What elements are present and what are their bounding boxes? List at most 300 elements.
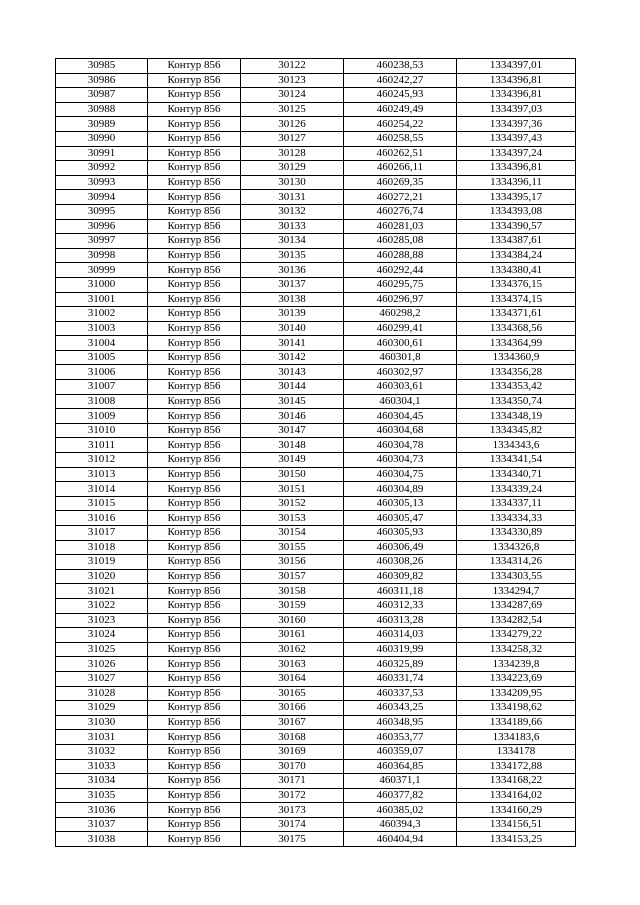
vertex-number-cell: 30143 <box>241 365 344 380</box>
table-row <box>56 715 576 730</box>
y-coordinate-cell: 1334340,71 <box>457 467 576 482</box>
vertex-number-cell: 30170 <box>241 759 344 774</box>
contour-name-cell: Контур 856 <box>148 730 241 745</box>
x-coordinate-cell: 460281,03 <box>344 219 457 234</box>
point-number-cell: 31019 <box>56 555 148 570</box>
point-number-cell: 31031 <box>56 730 148 745</box>
x-coordinate-cell: 460304,45 <box>344 409 457 424</box>
table-row <box>56 350 576 365</box>
y-coordinate-cell: 1334376,15 <box>457 277 576 292</box>
x-coordinate-cell: 460238,53 <box>344 59 457 74</box>
table-row <box>56 146 576 161</box>
y-coordinate-cell: 1334353,42 <box>457 380 576 395</box>
contour-name-cell: Контур 856 <box>148 832 241 847</box>
y-coordinate-cell: 1334396,81 <box>457 88 576 103</box>
contour-name-cell: Контур 856 <box>148 817 241 832</box>
x-coordinate-cell: 460302,97 <box>344 365 457 380</box>
contour-name-cell: Контур 856 <box>148 365 241 380</box>
point-number-cell: 31013 <box>56 467 148 482</box>
vertex-number-cell: 30150 <box>241 467 344 482</box>
y-coordinate-cell: 1334397,24 <box>457 146 576 161</box>
table-row <box>56 657 576 672</box>
vertex-number-cell: 30161 <box>241 628 344 643</box>
contour-name-cell: Контур 856 <box>148 423 241 438</box>
x-coordinate-cell: 460254,22 <box>344 117 457 132</box>
x-coordinate-cell: 460262,51 <box>344 146 457 161</box>
table-row <box>56 598 576 613</box>
table-row <box>56 467 576 482</box>
point-number-cell: 31022 <box>56 598 148 613</box>
vertex-number-cell: 30155 <box>241 540 344 555</box>
x-coordinate-cell: 460292,44 <box>344 263 457 278</box>
vertex-number-cell: 30147 <box>241 423 344 438</box>
y-coordinate-cell: 1334326,8 <box>457 540 576 555</box>
vertex-number-cell: 30122 <box>241 59 344 74</box>
coordinates-table <box>55 58 576 847</box>
y-coordinate-cell: 1334189,66 <box>457 715 576 730</box>
table-row <box>56 832 576 847</box>
contour-name-cell: Контур 856 <box>148 803 241 818</box>
y-coordinate-cell: 1334396,11 <box>457 175 576 190</box>
table-row <box>56 102 576 117</box>
contour-name-cell: Контур 856 <box>148 59 241 74</box>
table-row <box>56 409 576 424</box>
vertex-number-cell: 30135 <box>241 248 344 263</box>
vertex-number-cell: 30145 <box>241 394 344 409</box>
table-row <box>56 526 576 541</box>
contour-name-cell: Контур 856 <box>148 759 241 774</box>
point-number-cell: 30994 <box>56 190 148 205</box>
x-coordinate-cell: 460343,25 <box>344 701 457 716</box>
vertex-number-cell: 30171 <box>241 774 344 789</box>
y-coordinate-cell: 1334390,57 <box>457 219 576 234</box>
x-coordinate-cell: 460305,47 <box>344 511 457 526</box>
point-number-cell: 31016 <box>56 511 148 526</box>
y-coordinate-cell: 1334334,33 <box>457 511 576 526</box>
contour-name-cell: Контур 856 <box>148 540 241 555</box>
table-row <box>56 321 576 336</box>
table-row <box>56 190 576 205</box>
x-coordinate-cell: 460385,02 <box>344 803 457 818</box>
x-coordinate-cell: 460313,28 <box>344 613 457 628</box>
point-number-cell: 31005 <box>56 350 148 365</box>
table-row <box>56 453 576 468</box>
vertex-number-cell: 30126 <box>241 117 344 132</box>
table-row <box>56 555 576 570</box>
y-coordinate-cell: 1334294,7 <box>457 584 576 599</box>
contour-name-cell: Контур 856 <box>148 292 241 307</box>
x-coordinate-cell: 460266,11 <box>344 161 457 176</box>
table-row <box>56 671 576 686</box>
x-coordinate-cell: 460300,61 <box>344 336 457 351</box>
coordinates-table-body <box>56 59 576 847</box>
contour-name-cell: Контур 856 <box>148 438 241 453</box>
contour-name-cell: Контур 856 <box>148 234 241 249</box>
point-number-cell: 30985 <box>56 59 148 74</box>
vertex-number-cell: 30133 <box>241 219 344 234</box>
y-coordinate-cell: 1334287,69 <box>457 598 576 613</box>
x-coordinate-cell: 460258,55 <box>344 131 457 146</box>
x-coordinate-cell: 460272,21 <box>344 190 457 205</box>
vertex-number-cell: 30146 <box>241 409 344 424</box>
x-coordinate-cell: 460298,2 <box>344 307 457 322</box>
vertex-number-cell: 30138 <box>241 292 344 307</box>
y-coordinate-cell: 1334350,74 <box>457 394 576 409</box>
contour-name-cell: Контур 856 <box>148 613 241 628</box>
contour-name-cell: Контур 856 <box>148 277 241 292</box>
table-row <box>56 803 576 818</box>
table-row <box>56 788 576 803</box>
point-number-cell: 31017 <box>56 526 148 541</box>
y-coordinate-cell: 1334345,82 <box>457 423 576 438</box>
point-number-cell: 31012 <box>56 453 148 468</box>
x-coordinate-cell: 460348,95 <box>344 715 457 730</box>
y-coordinate-cell: 1334178 <box>457 744 576 759</box>
vertex-number-cell: 30174 <box>241 817 344 832</box>
point-number-cell: 31026 <box>56 657 148 672</box>
x-coordinate-cell: 460359,07 <box>344 744 457 759</box>
y-coordinate-cell: 1334209,95 <box>457 686 576 701</box>
x-coordinate-cell: 460331,74 <box>344 671 457 686</box>
vertex-number-cell: 30125 <box>241 102 344 117</box>
contour-name-cell: Контур 856 <box>148 263 241 278</box>
point-number-cell: 30996 <box>56 219 148 234</box>
point-number-cell: 31015 <box>56 496 148 511</box>
vertex-number-cell: 30167 <box>241 715 344 730</box>
point-number-cell: 30990 <box>56 131 148 146</box>
x-coordinate-cell: 460242,27 <box>344 73 457 88</box>
x-coordinate-cell: 460276,74 <box>344 204 457 219</box>
x-coordinate-cell: 460337,53 <box>344 686 457 701</box>
table-row <box>56 701 576 716</box>
contour-name-cell: Контур 856 <box>148 336 241 351</box>
point-number-cell: 31024 <box>56 628 148 643</box>
y-coordinate-cell: 1334360,9 <box>457 350 576 365</box>
table-row <box>56 482 576 497</box>
table-row <box>56 511 576 526</box>
x-coordinate-cell: 460312,33 <box>344 598 457 613</box>
vertex-number-cell: 30162 <box>241 642 344 657</box>
point-number-cell: 31002 <box>56 307 148 322</box>
x-coordinate-cell: 460377,82 <box>344 788 457 803</box>
point-number-cell: 31003 <box>56 321 148 336</box>
table-row <box>56 307 576 322</box>
contour-name-cell: Контур 856 <box>148 380 241 395</box>
y-coordinate-cell: 1334239,8 <box>457 657 576 672</box>
vertex-number-cell: 30123 <box>241 73 344 88</box>
point-number-cell: 30999 <box>56 263 148 278</box>
y-coordinate-cell: 1334337,11 <box>457 496 576 511</box>
vertex-number-cell: 30141 <box>241 336 344 351</box>
contour-name-cell: Контур 856 <box>148 73 241 88</box>
y-coordinate-cell: 1334368,56 <box>457 321 576 336</box>
vertex-number-cell: 30124 <box>241 88 344 103</box>
y-coordinate-cell: 1334343,6 <box>457 438 576 453</box>
table-row <box>56 175 576 190</box>
y-coordinate-cell: 1334156,51 <box>457 817 576 832</box>
x-coordinate-cell: 460304,78 <box>344 438 457 453</box>
table-row <box>56 277 576 292</box>
x-coordinate-cell: 460245,93 <box>344 88 457 103</box>
point-number-cell: 31014 <box>56 482 148 497</box>
y-coordinate-cell: 1334395,17 <box>457 190 576 205</box>
contour-name-cell: Контур 856 <box>148 102 241 117</box>
y-coordinate-cell: 1334393,08 <box>457 204 576 219</box>
vertex-number-cell: 30164 <box>241 671 344 686</box>
contour-name-cell: Контур 856 <box>148 307 241 322</box>
y-coordinate-cell: 1334172,88 <box>457 759 576 774</box>
y-coordinate-cell: 1334160,29 <box>457 803 576 818</box>
table-row <box>56 613 576 628</box>
vertex-number-cell: 30148 <box>241 438 344 453</box>
vertex-number-cell: 30128 <box>241 146 344 161</box>
vertex-number-cell: 30165 <box>241 686 344 701</box>
point-number-cell: 31033 <box>56 759 148 774</box>
table-row <box>56 204 576 219</box>
y-coordinate-cell: 1334384,24 <box>457 248 576 263</box>
y-coordinate-cell: 1334397,03 <box>457 102 576 117</box>
point-number-cell: 30988 <box>56 102 148 117</box>
vertex-number-cell: 30142 <box>241 350 344 365</box>
x-coordinate-cell: 460299,41 <box>344 321 457 336</box>
y-coordinate-cell: 1334396,81 <box>457 73 576 88</box>
contour-name-cell: Контур 856 <box>148 190 241 205</box>
contour-name-cell: Контур 856 <box>148 248 241 263</box>
x-coordinate-cell: 460309,82 <box>344 569 457 584</box>
x-coordinate-cell: 460304,89 <box>344 482 457 497</box>
vertex-number-cell: 30140 <box>241 321 344 336</box>
vertex-number-cell: 30144 <box>241 380 344 395</box>
table-row <box>56 744 576 759</box>
point-number-cell: 30992 <box>56 161 148 176</box>
contour-name-cell: Контур 856 <box>148 569 241 584</box>
point-number-cell: 31009 <box>56 409 148 424</box>
contour-name-cell: Контур 856 <box>148 496 241 511</box>
point-number-cell: 31025 <box>56 642 148 657</box>
point-number-cell: 31021 <box>56 584 148 599</box>
y-coordinate-cell: 1334153,25 <box>457 832 576 847</box>
contour-name-cell: Контур 856 <box>148 88 241 103</box>
point-number-cell: 30995 <box>56 204 148 219</box>
table-row <box>56 234 576 249</box>
table-row <box>56 365 576 380</box>
table-row <box>56 584 576 599</box>
y-coordinate-cell: 1334348,19 <box>457 409 576 424</box>
vertex-number-cell: 30136 <box>241 263 344 278</box>
x-coordinate-cell: 460288,88 <box>344 248 457 263</box>
point-number-cell: 31010 <box>56 423 148 438</box>
point-number-cell: 31028 <box>56 686 148 701</box>
vertex-number-cell: 30157 <box>241 569 344 584</box>
contour-name-cell: Контур 856 <box>148 774 241 789</box>
y-coordinate-cell: 1334356,28 <box>457 365 576 380</box>
contour-name-cell: Контур 856 <box>148 671 241 686</box>
y-coordinate-cell: 1334397,36 <box>457 117 576 132</box>
x-coordinate-cell: 460325,89 <box>344 657 457 672</box>
table-row <box>56 438 576 453</box>
vertex-number-cell: 30168 <box>241 730 344 745</box>
contour-name-cell: Контур 856 <box>148 321 241 336</box>
y-coordinate-cell: 1334168,22 <box>457 774 576 789</box>
point-number-cell: 30993 <box>56 175 148 190</box>
y-coordinate-cell: 1334364,99 <box>457 336 576 351</box>
x-coordinate-cell: 460296,97 <box>344 292 457 307</box>
contour-name-cell: Контур 856 <box>148 628 241 643</box>
point-number-cell: 30986 <box>56 73 148 88</box>
point-number-cell: 31023 <box>56 613 148 628</box>
x-coordinate-cell: 460304,75 <box>344 467 457 482</box>
y-coordinate-cell: 1334374,15 <box>457 292 576 307</box>
y-coordinate-cell: 1334396,81 <box>457 161 576 176</box>
y-coordinate-cell: 1334279,22 <box>457 628 576 643</box>
vertex-number-cell: 30156 <box>241 555 344 570</box>
y-coordinate-cell: 1334258,32 <box>457 642 576 657</box>
vertex-number-cell: 30149 <box>241 453 344 468</box>
table-row <box>56 292 576 307</box>
y-coordinate-cell: 1334397,43 <box>457 131 576 146</box>
vertex-number-cell: 30152 <box>241 496 344 511</box>
contour-name-cell: Контур 856 <box>148 598 241 613</box>
contour-name-cell: Контур 856 <box>148 701 241 716</box>
vertex-number-cell: 30160 <box>241 613 344 628</box>
contour-name-cell: Контур 856 <box>148 161 241 176</box>
table-row <box>56 774 576 789</box>
vertex-number-cell: 30134 <box>241 234 344 249</box>
table-row <box>56 730 576 745</box>
contour-name-cell: Контур 856 <box>148 117 241 132</box>
point-number-cell: 31004 <box>56 336 148 351</box>
contour-name-cell: Контур 856 <box>148 584 241 599</box>
point-number-cell: 30987 <box>56 88 148 103</box>
y-coordinate-cell: 1334314,26 <box>457 555 576 570</box>
contour-name-cell: Контур 856 <box>148 657 241 672</box>
table-row <box>56 394 576 409</box>
table-row <box>56 642 576 657</box>
vertex-number-cell: 30127 <box>241 131 344 146</box>
point-number-cell: 31011 <box>56 438 148 453</box>
vertex-number-cell: 30151 <box>241 482 344 497</box>
vertex-number-cell: 30172 <box>241 788 344 803</box>
table-row <box>56 540 576 555</box>
point-number-cell: 31030 <box>56 715 148 730</box>
contour-name-cell: Контур 856 <box>148 131 241 146</box>
point-number-cell: 30998 <box>56 248 148 263</box>
contour-name-cell: Контур 856 <box>148 219 241 234</box>
x-coordinate-cell: 460308,26 <box>344 555 457 570</box>
contour-name-cell: Контур 856 <box>148 453 241 468</box>
table-row <box>56 817 576 832</box>
vertex-number-cell: 30130 <box>241 175 344 190</box>
y-coordinate-cell: 1334198,62 <box>457 701 576 716</box>
vertex-number-cell: 30166 <box>241 701 344 716</box>
x-coordinate-cell: 460249,49 <box>344 102 457 117</box>
x-coordinate-cell: 460285,08 <box>344 234 457 249</box>
contour-name-cell: Контур 856 <box>148 744 241 759</box>
x-coordinate-cell: 460301,8 <box>344 350 457 365</box>
vertex-number-cell: 30173 <box>241 803 344 818</box>
table-row <box>56 759 576 774</box>
x-coordinate-cell: 460319,99 <box>344 642 457 657</box>
point-number-cell: 31034 <box>56 774 148 789</box>
contour-name-cell: Контур 856 <box>148 482 241 497</box>
table-row <box>56 248 576 263</box>
point-number-cell: 31008 <box>56 394 148 409</box>
x-coordinate-cell: 460371,1 <box>344 774 457 789</box>
table-row <box>56 496 576 511</box>
vertex-number-cell: 30158 <box>241 584 344 599</box>
contour-name-cell: Контур 856 <box>148 175 241 190</box>
point-number-cell: 30997 <box>56 234 148 249</box>
contour-name-cell: Контур 856 <box>148 146 241 161</box>
contour-name-cell: Контур 856 <box>148 686 241 701</box>
y-coordinate-cell: 1334303,55 <box>457 569 576 584</box>
contour-name-cell: Контур 856 <box>148 788 241 803</box>
vertex-number-cell: 30159 <box>241 598 344 613</box>
x-coordinate-cell: 460394,3 <box>344 817 457 832</box>
table-row <box>56 380 576 395</box>
x-coordinate-cell: 460306,49 <box>344 540 457 555</box>
y-coordinate-cell: 1334183,6 <box>457 730 576 745</box>
table-row <box>56 423 576 438</box>
x-coordinate-cell: 460304,68 <box>344 423 457 438</box>
y-coordinate-cell: 1334223,69 <box>457 671 576 686</box>
vertex-number-cell: 30163 <box>241 657 344 672</box>
contour-name-cell: Контур 856 <box>148 409 241 424</box>
point-number-cell: 30991 <box>56 146 148 161</box>
table-row <box>56 161 576 176</box>
table-row <box>56 117 576 132</box>
x-coordinate-cell: 460305,13 <box>344 496 457 511</box>
point-number-cell: 31032 <box>56 744 148 759</box>
table-row <box>56 263 576 278</box>
y-coordinate-cell: 1334380,41 <box>457 263 576 278</box>
vertex-number-cell: 30175 <box>241 832 344 847</box>
contour-name-cell: Контур 856 <box>148 467 241 482</box>
y-coordinate-cell: 1334339,24 <box>457 482 576 497</box>
vertex-number-cell: 30131 <box>241 190 344 205</box>
vertex-number-cell: 30137 <box>241 277 344 292</box>
vertex-number-cell: 30139 <box>241 307 344 322</box>
table-row <box>56 569 576 584</box>
contour-name-cell: Контур 856 <box>148 511 241 526</box>
contour-name-cell: Контур 856 <box>148 204 241 219</box>
point-number-cell: 31007 <box>56 380 148 395</box>
x-coordinate-cell: 460314,03 <box>344 628 457 643</box>
contour-name-cell: Контур 856 <box>148 715 241 730</box>
point-number-cell: 31000 <box>56 277 148 292</box>
contour-name-cell: Контур 856 <box>148 642 241 657</box>
x-coordinate-cell: 460295,75 <box>344 277 457 292</box>
point-number-cell: 31036 <box>56 803 148 818</box>
vertex-number-cell: 30154 <box>241 526 344 541</box>
vertex-number-cell: 30129 <box>241 161 344 176</box>
point-number-cell: 31027 <box>56 671 148 686</box>
table-row <box>56 131 576 146</box>
contour-name-cell: Контур 856 <box>148 350 241 365</box>
point-number-cell: 31018 <box>56 540 148 555</box>
table-row <box>56 59 576 74</box>
x-coordinate-cell: 460303,61 <box>344 380 457 395</box>
table-row <box>56 686 576 701</box>
contour-name-cell: Контур 856 <box>148 394 241 409</box>
y-coordinate-cell: 1334371,61 <box>457 307 576 322</box>
x-coordinate-cell: 460304,1 <box>344 394 457 409</box>
x-coordinate-cell: 460311,18 <box>344 584 457 599</box>
point-number-cell: 31037 <box>56 817 148 832</box>
y-coordinate-cell: 1334341,54 <box>457 453 576 468</box>
point-number-cell: 31001 <box>56 292 148 307</box>
point-number-cell: 31029 <box>56 701 148 716</box>
